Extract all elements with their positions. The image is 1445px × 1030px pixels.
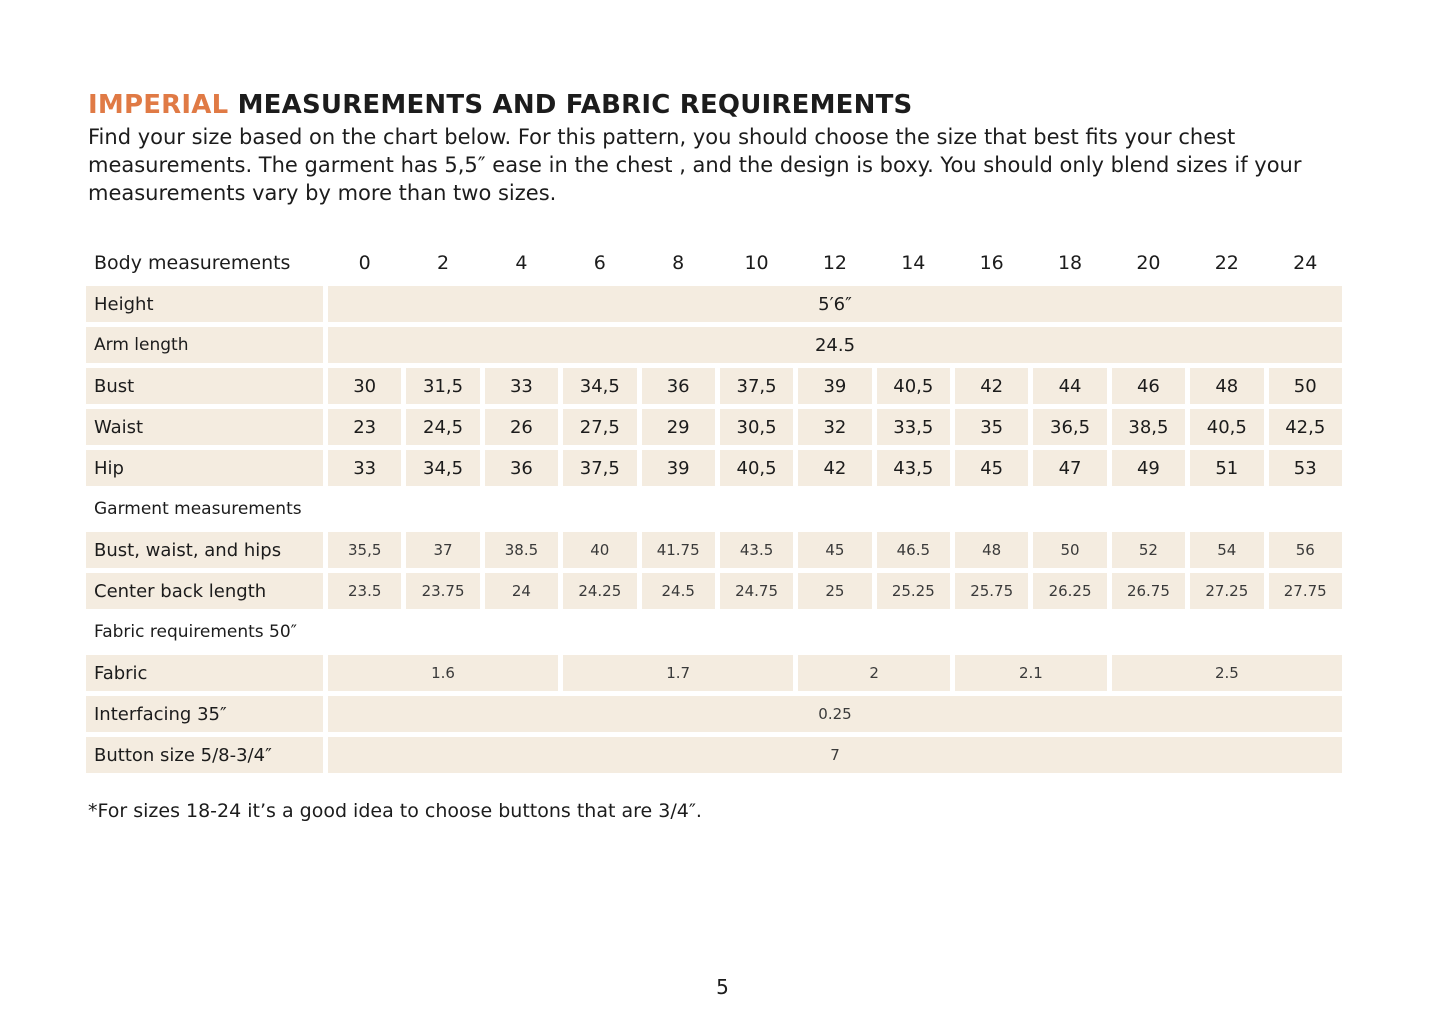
hip-cell: 33 xyxy=(328,450,401,486)
bust-waist-hips-cell: 41.75 xyxy=(642,532,715,568)
bust-waist-hips-cell: 52 xyxy=(1112,532,1185,568)
waist-cell: 35 xyxy=(955,409,1028,445)
hip-cell: 47 xyxy=(1033,450,1106,486)
fabric-section-row xyxy=(86,614,1342,650)
waist-cell: 24,5 xyxy=(406,409,479,445)
waist-cell: 36,5 xyxy=(1033,409,1106,445)
bust-waist-hips-cell: 43.5 xyxy=(720,532,793,568)
heading-rest: MEASUREMENTS AND FABRIC REQUIREMENTS xyxy=(228,90,913,120)
bust-cell: 50 xyxy=(1269,368,1343,404)
center-back-row xyxy=(86,573,1342,609)
waist-cell: 30,5 xyxy=(720,409,793,445)
page-heading xyxy=(88,90,912,120)
center-back-cell: 27.25 xyxy=(1190,573,1263,609)
waist-cell: 26 xyxy=(485,409,558,445)
fabric-group-cell: 2.1 xyxy=(955,655,1107,691)
garment-section-row xyxy=(86,491,1342,527)
size-chart-table xyxy=(81,240,1347,778)
waist-cell: 33,5 xyxy=(877,409,950,445)
bust-cell: 40,5 xyxy=(877,368,950,404)
size-header-cell: 8 xyxy=(672,252,685,274)
bust-cell: 48 xyxy=(1190,368,1263,404)
bust-waist-hips-cell: 46.5 xyxy=(877,532,950,568)
fabric-group-cell: 1.6 xyxy=(328,655,558,691)
bust-row xyxy=(86,368,1342,404)
waist-cell: 38,5 xyxy=(1112,409,1185,445)
center-back-cell: 25.25 xyxy=(877,573,950,609)
center-back-cell: 23.75 xyxy=(406,573,479,609)
corner-label: Body measurements xyxy=(94,252,291,274)
bust-waist-hips-cell: 40 xyxy=(563,532,636,568)
hip-cell: 43,5 xyxy=(877,450,950,486)
center-back-cell: 25.75 xyxy=(955,573,1028,609)
hip-row xyxy=(86,450,1342,486)
center-back-cell: 27.75 xyxy=(1269,573,1343,609)
bust-cell: 33 xyxy=(485,368,558,404)
size-header-cell: 20 xyxy=(1136,252,1161,274)
button-size-label: Button size 5/8-3/4″ xyxy=(86,737,323,773)
bust-waist-hips-cell: 38.5 xyxy=(485,532,558,568)
hip-cell: 45 xyxy=(955,450,1028,486)
fabric-label: Fabric xyxy=(86,655,323,691)
button-size-row xyxy=(86,737,1342,773)
bust-cell: 46 xyxy=(1112,368,1185,404)
hip-cell: 39 xyxy=(642,450,715,486)
bust-cell: 39 xyxy=(798,368,871,404)
waist-cell: 27,5 xyxy=(563,409,636,445)
center-back-cell: 24.75 xyxy=(720,573,793,609)
bust-waist-hips-label: Bust, waist, and hips xyxy=(86,532,323,568)
arm-length-label: Arm length xyxy=(86,327,323,363)
footnote: *For sizes 18-24 it’s a good idea to choose buttons that are 3/4″. xyxy=(88,800,702,822)
bust-cell: 42 xyxy=(955,368,1028,404)
bust-waist-hips-row xyxy=(86,532,1342,568)
size-header-cell: 10 xyxy=(744,252,769,274)
bust-cell: 36 xyxy=(642,368,715,404)
interfacing-row xyxy=(86,696,1342,732)
page-number: 5 xyxy=(716,975,729,999)
hip-cell: 53 xyxy=(1269,450,1343,486)
size-header-cell: 24 xyxy=(1293,252,1318,274)
fabric-group-cell: 1.7 xyxy=(563,655,793,691)
bust-cell: 30 xyxy=(328,368,401,404)
interfacing-value: 0.25 xyxy=(328,696,1342,732)
interfacing-label: Interfacing 35″ xyxy=(86,696,323,732)
hip-cell: 42 xyxy=(798,450,871,486)
bust-cell: 44 xyxy=(1033,368,1106,404)
size-header-cell: 0 xyxy=(358,252,371,274)
bust-waist-hips-cell: 48 xyxy=(955,532,1028,568)
fabric-section-title: Fabric requirements 50″ xyxy=(94,622,298,642)
fabric-group-cell: 2.5 xyxy=(1112,655,1342,691)
arm-length-row xyxy=(86,327,1342,363)
waist-row xyxy=(86,409,1342,445)
height-label: Height xyxy=(86,286,323,322)
hip-cell: 36 xyxy=(485,450,558,486)
bust-cell: 34,5 xyxy=(563,368,636,404)
height-value: 5′6″ xyxy=(328,286,1342,322)
size-header-cell: 4 xyxy=(515,252,528,274)
center-back-cell: 23.5 xyxy=(328,573,401,609)
size-header-cell: 14 xyxy=(901,252,926,274)
size-header-cell: 18 xyxy=(1057,252,1083,274)
bust-waist-hips-cell: 37 xyxy=(406,532,479,568)
bust-waist-hips-cell: 54 xyxy=(1190,532,1263,568)
bust-waist-hips-cell: 35,5 xyxy=(328,532,401,568)
garment-section-title: Garment measurements xyxy=(94,499,302,519)
center-back-cell: 26.75 xyxy=(1112,573,1185,609)
size-header-cell: 6 xyxy=(593,252,606,274)
center-back-label: Center back length xyxy=(86,573,323,609)
height-row xyxy=(86,286,1342,322)
bust-cell: 37,5 xyxy=(720,368,793,404)
center-back-cell: 24 xyxy=(485,573,558,609)
hip-cell: 34,5 xyxy=(406,450,479,486)
hip-cell: 49 xyxy=(1112,450,1185,486)
center-back-cell: 24.5 xyxy=(642,573,715,609)
hip-cell: 51 xyxy=(1190,450,1263,486)
bust-label: Bust xyxy=(86,368,323,404)
bust-waist-hips-cell: 45 xyxy=(798,532,871,568)
bust-cell: 31,5 xyxy=(406,368,479,404)
size-header-cell: 2 xyxy=(437,252,450,274)
center-back-cell: 25 xyxy=(798,573,871,609)
heading-accent: IMPERIAL xyxy=(88,90,229,120)
fabric-group-cell: 2 xyxy=(798,655,950,691)
size-header-row xyxy=(86,245,1342,281)
size-header-cell: 16 xyxy=(979,252,1004,274)
button-size-value: 7 xyxy=(328,737,1342,773)
center-back-cell: 26.25 xyxy=(1033,573,1106,609)
bust-waist-hips-cell: 56 xyxy=(1269,532,1343,568)
fabric-row xyxy=(86,655,1342,691)
waist-cell: 23 xyxy=(328,409,401,445)
waist-label: Waist xyxy=(86,409,323,445)
waist-cell: 42,5 xyxy=(1269,409,1343,445)
waist-cell: 29 xyxy=(642,409,715,445)
waist-cell: 32 xyxy=(798,409,871,445)
hip-label: Hip xyxy=(86,450,323,486)
hip-cell: 37,5 xyxy=(563,450,636,486)
arm-length-value: 24.5 xyxy=(328,327,1342,363)
center-back-cell: 24.25 xyxy=(563,573,636,609)
waist-cell: 40,5 xyxy=(1190,409,1263,445)
hip-cell: 40,5 xyxy=(720,450,793,486)
size-header-cell: 22 xyxy=(1214,252,1239,274)
intro-paragraph: Find your size based on the chart below. For this pattern, you should choose the size that best fits your chest measurements. The garment has 5,5″ ease in the chest , and the design is boxy. You should only blend sizes if your measurements vary by more than two sizes. xyxy=(88,125,1302,205)
size-header-cell: 12 xyxy=(822,252,848,274)
bust-waist-hips-cell: 50 xyxy=(1033,532,1106,568)
